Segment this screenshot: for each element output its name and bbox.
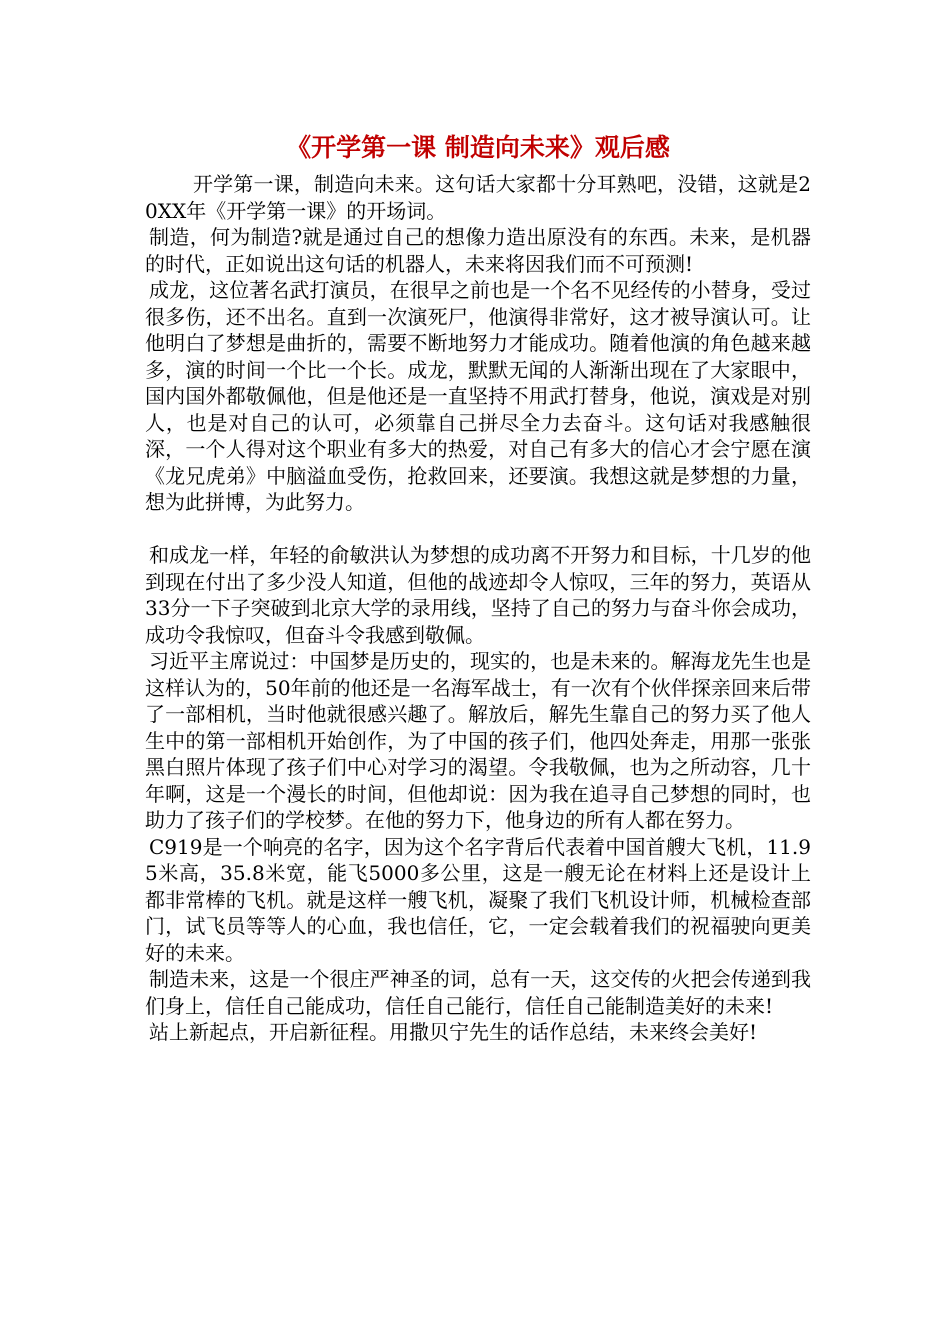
paragraph-manufacture: 制造，何为制造?就是通过自己的想像力造出原没有的东西。未来，是机器的时代，正如说出这句话的机器人，未来将因我们而不可预测! <box>145 225 811 276</box>
paragraph-yu-minhong: 和成龙一样，年轻的俞敏洪认为梦想的成功离不开努力和目标，十几岁的他到现在付出了多少没人知道，但他的战迹却令人惊叹，三年的努力，英语从33分一下子突破到北京大学的录用线，坚持了自己的努力与奋斗你会成功，成功令我惊叹，但奋斗令我感到敬佩。 <box>145 543 811 647</box>
paragraph-conclusion: 站上新起点，开启新征程。用撒贝宁先生的话作总结，未来终会美好! <box>149 1020 758 1044</box>
paragraph-future: 制造未来，这是一个很庄严神圣的词，总有一天，这交传的火把会传递到我们身上，信任自己能成功，信任自己能行，信任自己能制造美好的未来! <box>145 967 811 1018</box>
paragraph-jackie-chan: 成龙，这位著名武打演员，在很早之前也是一个名不见经传的小替身，受过很多伤，还不出名。直到一次演死尸，他演得非常好，这才被导演认可。让他明白了梦想是曲折的，需要不断地努力才能成功。随着他演的角色越来越多，演的时间一个比一个长。成龙，默默无闻的人渐渐出现在了大家眼中，国内国外都敬佩他，但是他还是一直坚持不用武打替身，他说，演戏是对别人，也是对自己的认可，必须靠自己拼尽全力去奋斗。这句话对我感触很深，一个人得对这个职业有多大的热爱，对自己有多大的信心才会宁愿在演《龙兄虎弟》中脑溢血受伤，抢救回来，还要演。我想这就是梦想的力量，想为此拼博，为此努力。 <box>145 278 811 514</box>
paragraph-gap <box>145 516 811 543</box>
paragraph-c919: C919是一个响亮的名字，因为这个名字背后代表着中国首艘大飞机，11.95米高，35.8米宽，能飞5000多公里，这是一艘无论在材料上还是设计上都非常棒的飞机。就是这样一艘飞机，凝聚了我们飞机设计师，机械检查部门，试飞员等等人的心血，我也信任，它，一定会载着我们的祝福驶向更美好的未来。 <box>145 834 811 965</box>
paragraph-xie-hailong: 习近平主席说过：中国梦是历史的，现实的，也是未来的。解海龙先生也是这样认为的，50年前的他还是一名海军战士，有一次有个伙伴探亲回来后带了一部相机，当时他就很感兴趣了。解放后，解先生靠自己的努力买了他人生中的第一部相机开始创作，为了中国的孩子们，他四处奔走，用那一张张黑白照片体现了孩子们中心对学习的渴望。令我敬佩，也为之所动容，几十年啊，这是一个漫长的时间，但他却说：因为我在追寻自己梦想的同时，也助力了孩子们的学校梦。在他的努力下，他身边的所有人都在努力。 <box>145 649 811 832</box>
document-page <box>145 128 811 1046</box>
document-title: 《开学第一课 制造向未来》观后感 <box>286 133 670 162</box>
paragraph-intro: 开学第一课，制造向未来。这句话大家都十分耳熟吧，没错，这就是20XX年《开学第一课》的开场词。 <box>145 172 811 223</box>
